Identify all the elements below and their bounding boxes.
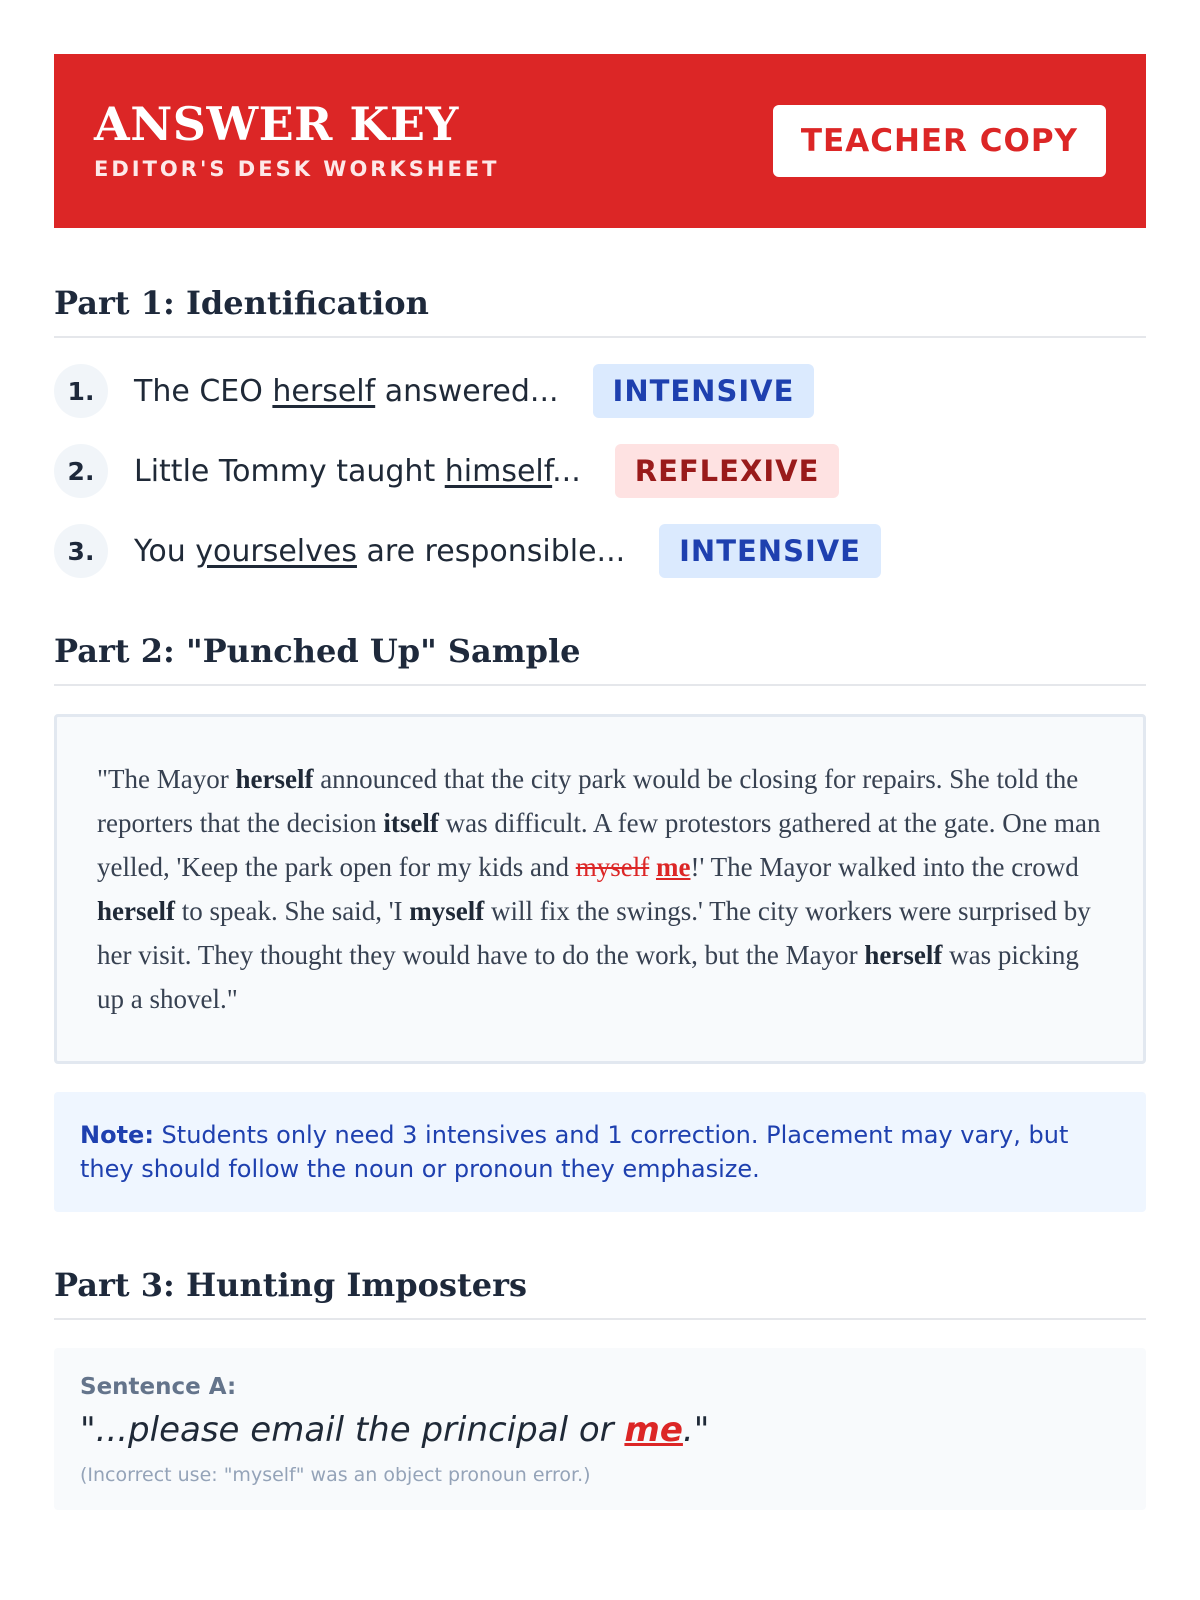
teacher-copy-badge: TEACHER COPY (773, 105, 1106, 177)
corrected-sentence: "...please email the principal or me." (80, 1410, 710, 1450)
list-item (54, 524, 1146, 578)
page-title: ANSWER KEY (94, 97, 459, 151)
page-subtitle: EDITOR'S DESK WORKSHEET (94, 157, 500, 181)
part2-title: Part 2: "Punched Up" Sample (54, 632, 1146, 686)
item-number: 1. (54, 364, 108, 418)
sentence-a-card (54, 1348, 1146, 1510)
answer-key-header (54, 54, 1146, 228)
part3-title: Part 3: Hunting Imposters (54, 1266, 1146, 1320)
sentence-label: Sentence A: (80, 1374, 237, 1400)
correction-word: me (624, 1410, 683, 1450)
item-number: 2. (54, 444, 108, 498)
pronoun-underlined: yourselves (195, 533, 357, 569)
answer-badge: REFLEXIVE (615, 444, 840, 498)
teacher-note (54, 1092, 1146, 1212)
struck-word: myself (575, 852, 650, 882)
item-number: 3. (54, 524, 108, 578)
list-item (54, 364, 1146, 418)
error-explanation: (Incorrect use: "myself" was an object pronoun error.) (80, 1464, 591, 1486)
part1-title: Part 1: Identification (54, 284, 1146, 338)
answer-badge: INTENSIVE (659, 524, 881, 578)
pronoun-underlined: himself (444, 453, 553, 489)
pronoun-underlined: herself (272, 373, 376, 409)
sample-paragraph: "The Mayor herself announced that the city park would be closing for repairs. She told the reporters that the decision itself was difficult. A few protestors gathered at the gate. One man yelled, 'Keep the park open for my kids and myself me!' The Mayor walked into the crowd herself to speak. She said, 'I myself will fix the swings.' The city workers were surprised by her visit. They thought they would have to do the work, but the Mayor herself was picking up a shovel." (54, 714, 1146, 1064)
note-label: Note: (80, 1121, 154, 1149)
note-text: Students only need 3 intensives and 1 correction. Placement may vary, but they should follow the noun or pronoun they emphasize. (80, 1121, 1069, 1183)
answer-badge: INTENSIVE (593, 364, 815, 418)
correction-word: me (655, 852, 691, 882)
identification-list (54, 364, 1146, 578)
item-sentence: You yourselves are responsible... (134, 533, 626, 569)
item-sentence: The CEO herself answered... (134, 373, 559, 409)
header-text (94, 97, 500, 181)
list-item (54, 444, 1146, 498)
item-sentence: Little Tommy taught himself... (134, 453, 581, 489)
